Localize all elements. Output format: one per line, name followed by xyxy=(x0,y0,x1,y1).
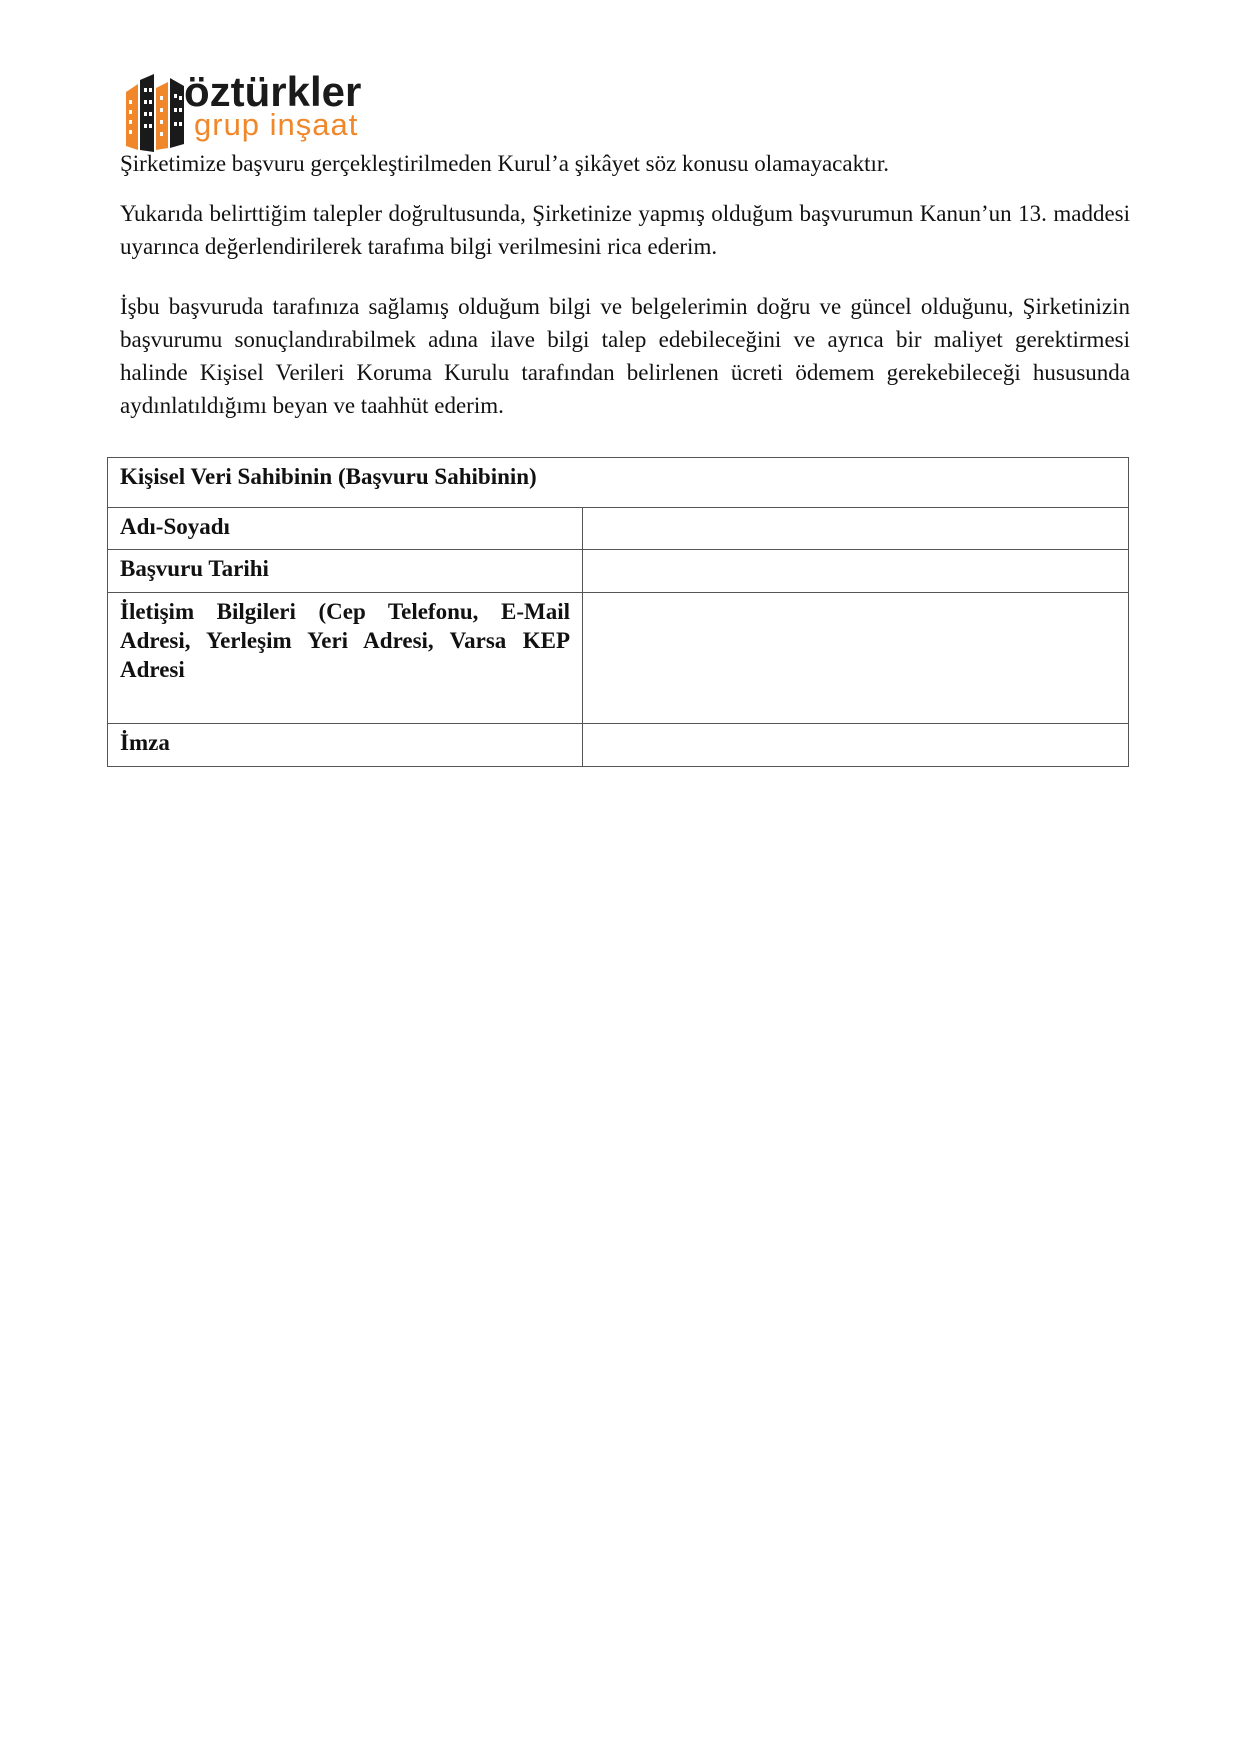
table-row xyxy=(108,550,1129,593)
contact-info-field[interactable] xyxy=(583,593,1129,724)
table-header-row xyxy=(108,458,1129,508)
logo-brand-text: öztürkler xyxy=(184,68,362,115)
table-row xyxy=(108,508,1129,550)
paragraph-complaint-notice: Şirketimize başvuru gerçekleştirilmeden Kurul’a şikâyet söz konusu olamayacaktır. xyxy=(120,151,889,176)
applicant-info-table xyxy=(107,457,1129,767)
signature-field[interactable] xyxy=(583,724,1129,767)
contact-info-label: İletişim Bilgileri (Cep Telefonu, E-Mail Adresi, Yerleşim Yeri Adresi, Varsa KEP Adresi xyxy=(108,593,583,724)
buildings-logo-icon xyxy=(124,74,186,152)
name-label: Adı-Soyadı xyxy=(108,508,583,550)
company-logo xyxy=(124,70,424,150)
logo-subtitle-text: grup inşaat xyxy=(194,107,359,142)
paragraph-declaration: İşbu başvuruda tarafınıza sağlamış olduğum bilgi ve belgelerimin doğru ve güncel olduğunu, Şirketinizin başvurumu sonuçlandırabilmek adına ilave bilgi talep edebileceğini ve ayrıca bir maliyet gerektirmesi halinde Kişisel Verileri Koruma Kurulu tarafından belirlenen ücreti ödemem gerekebileceği hususunda aydınlatıldığımı beyan ve taahhüt ederim. xyxy=(120,294,1130,418)
paragraph-request: Yukarıda belirttiğim talepler doğrultusunda, Şirketinize yapmış olduğum başvurumun Kanun’un 13. maddesi uyarınca değerlendirilerek tarafıma bilgi verilmesini rica ederim. xyxy=(120,201,1130,259)
table-row xyxy=(108,593,1129,724)
table-row xyxy=(108,724,1129,767)
table-header-cell: Kişisel Veri Sahibinin (Başvuru Sahibinin) xyxy=(108,458,1129,508)
name-field[interactable] xyxy=(583,508,1129,550)
signature-label: İmza xyxy=(108,724,583,767)
application-date-field[interactable] xyxy=(583,550,1129,593)
application-date-label: Başvuru Tarihi xyxy=(108,550,583,593)
